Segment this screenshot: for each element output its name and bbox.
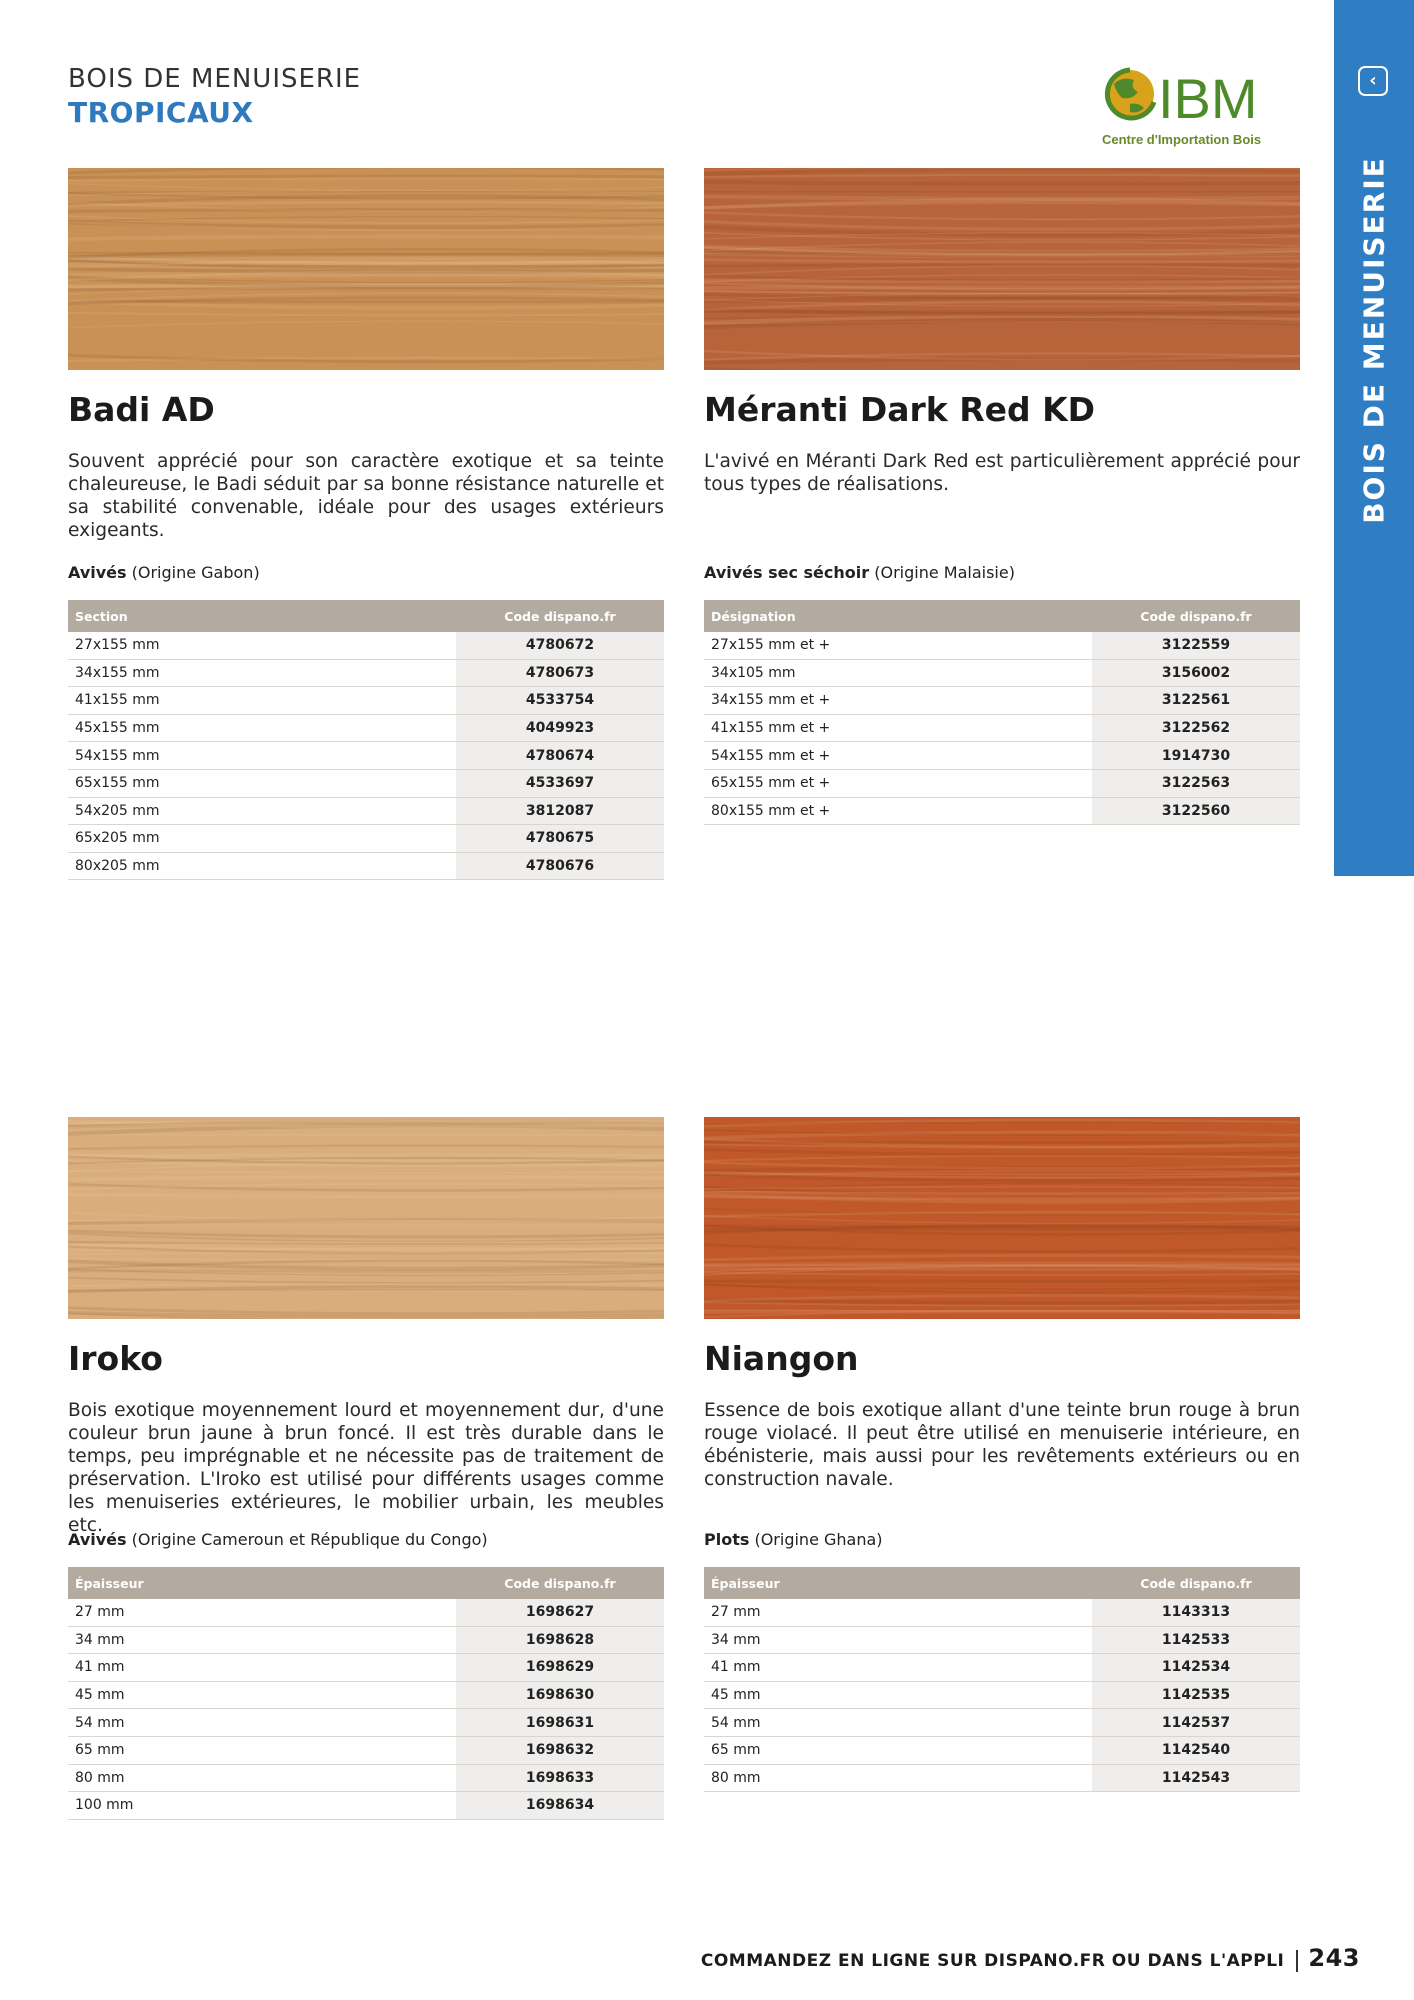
row-code: 3122559 — [1092, 632, 1300, 659]
product-niangon — [704, 1117, 1300, 1792]
row-code: 1698628 — [456, 1626, 664, 1654]
product-title: Niangon — [704, 1339, 859, 1378]
product-badi — [68, 168, 664, 880]
row-dimension: 34 mm — [704, 1626, 1092, 1654]
subhead-type: Avivés sec séchoir — [704, 563, 870, 582]
row-dimension: 65 mm — [704, 1736, 1092, 1764]
table-row — [704, 1681, 1300, 1709]
logo-tagline: Centre d'Importation Bois — [1102, 132, 1262, 147]
row-dimension: 80x155 mm et + — [704, 797, 1092, 825]
product-title: Iroko — [68, 1339, 163, 1378]
col-header-code: Code dispano.fr — [1092, 1567, 1300, 1599]
subhead-type: Avivés — [68, 1530, 127, 1549]
table-row — [68, 1709, 664, 1737]
section-subtitle: TROPICAUX — [68, 96, 254, 129]
subhead-origin: (Origine Cameroun et République du Congo) — [131, 1530, 488, 1549]
row-code: 1142533 — [1092, 1626, 1300, 1654]
section-title: BOIS DE MENUISERIE — [68, 64, 362, 94]
row-code: 1698631 — [456, 1709, 664, 1737]
row-dimension: 80 mm — [704, 1764, 1092, 1792]
row-dimension: 34x105 mm — [704, 659, 1092, 687]
table-row — [68, 1626, 664, 1654]
row-code: 1698630 — [456, 1681, 664, 1709]
row-code: 4780675 — [456, 825, 664, 853]
row-dimension: 41x155 mm — [68, 687, 456, 715]
wood-sample-image — [68, 1117, 664, 1319]
row-code: 1142537 — [1092, 1709, 1300, 1737]
col-header-section: Section — [68, 600, 456, 632]
row-code: 1143313 — [1092, 1599, 1300, 1626]
row-dimension: 54x155 mm et + — [704, 742, 1092, 770]
spec-table — [704, 600, 1300, 825]
row-code: 1698632 — [456, 1736, 664, 1764]
side-tab-title: BOIS DE MENUISERIE — [1357, 156, 1391, 524]
table-row — [704, 632, 1300, 659]
col-header-code: Code dispano.fr — [456, 600, 664, 632]
row-dimension: 65x155 mm et + — [704, 769, 1092, 797]
table-row — [68, 1792, 664, 1820]
col-header-code: Code dispano.fr — [456, 1567, 664, 1599]
col-header-section: Épaisseur — [68, 1567, 456, 1599]
row-code: 3122561 — [1092, 687, 1300, 715]
row-dimension: 80 mm — [68, 1764, 456, 1792]
table-row — [704, 687, 1300, 715]
product-subhead — [68, 1527, 664, 1553]
row-code: 1698633 — [456, 1764, 664, 1792]
row-dimension: 65x205 mm — [68, 825, 456, 853]
table-row — [68, 1654, 664, 1682]
row-code: 3122562 — [1092, 714, 1300, 742]
row-code: 1698627 — [456, 1599, 664, 1626]
subhead-type: Plots — [704, 1530, 750, 1549]
product-description: Essence de bois exotique allant d'une teinte brun rouge à brun rouge violacé. Il peut être utilisé en menuiserie intérieure, en ébénisterie, mais aussi pour les revêtements extérieurs ou en construction navale. — [704, 1400, 1300, 1490]
subhead-origin: (Origine Ghana) — [754, 1530, 883, 1549]
row-dimension: 27 mm — [68, 1599, 456, 1626]
row-dimension: 27x155 mm et + — [704, 632, 1092, 659]
product-iroko — [68, 1117, 664, 1820]
table-row — [68, 1736, 664, 1764]
row-code: 4533697 — [456, 769, 664, 797]
row-code: 1142540 — [1092, 1736, 1300, 1764]
product-description: Souvent apprécié pour son caractère exotique et sa teinte chaleureuse, le Badi séduit par sa bonne résistance naturelle et sa stabilité convenable, idéale pour des usages extérieurs exigeants. — [68, 451, 664, 541]
table-row — [68, 714, 664, 742]
page-number: 243 — [1308, 1944, 1360, 1972]
row-dimension: 34 mm — [68, 1626, 456, 1654]
table-row — [704, 797, 1300, 825]
row-dimension: 45 mm — [704, 1681, 1092, 1709]
spec-table — [704, 1567, 1300, 1792]
row-dimension: 45x155 mm — [68, 714, 456, 742]
row-dimension: 34x155 mm — [68, 659, 456, 687]
side-tab — [1334, 0, 1414, 876]
product-subhead — [704, 560, 1300, 586]
table-row — [68, 632, 664, 659]
table-row — [704, 1736, 1300, 1764]
row-code: 1698634 — [456, 1792, 664, 1820]
table-row — [68, 1681, 664, 1709]
product-subhead — [704, 1527, 1300, 1553]
row-code: 3122560 — [1092, 797, 1300, 825]
row-code: 4780672 — [456, 632, 664, 659]
row-code: 3156002 — [1092, 659, 1300, 687]
row-code: 1142535 — [1092, 1681, 1300, 1709]
row-code: 1142543 — [1092, 1764, 1300, 1792]
footer-divider — [1296, 1950, 1298, 1972]
wood-sample-image — [68, 168, 664, 370]
row-dimension: 54x155 mm — [68, 742, 456, 770]
col-header-code: Code dispano.fr — [1092, 600, 1300, 632]
table-row — [704, 659, 1300, 687]
product-description: Bois exotique moyennement lourd et moyennement dur, d'une couleur brun jaune à brun foncé. Il est très durable dans le temps, peu imprégnable et ne nécessite pas de traitement de préservation. L'Iroko est utilisé pour différents usages comme les menuiseries extérieures, le mobilier urbain, les meubles etc. — [68, 1400, 664, 1536]
row-code: 4780673 — [456, 659, 664, 687]
cibm-logo — [1100, 62, 1290, 152]
table-row — [704, 1654, 1300, 1682]
product-meranti — [704, 168, 1300, 825]
row-code: 3122563 — [1092, 769, 1300, 797]
row-dimension: 41 mm — [68, 1654, 456, 1682]
table-row — [68, 659, 664, 687]
row-code: 4780674 — [456, 742, 664, 770]
table-row — [704, 769, 1300, 797]
row-dimension: 41 mm — [704, 1654, 1092, 1682]
table-row — [68, 742, 664, 770]
row-code: 1698629 — [456, 1654, 664, 1682]
row-dimension: 54x205 mm — [68, 797, 456, 825]
table-row — [68, 687, 664, 715]
row-code: 4049923 — [456, 714, 664, 742]
table-row — [68, 1599, 664, 1626]
table-row — [704, 742, 1300, 770]
row-code: 4533754 — [456, 687, 664, 715]
product-description: L'avivé en Méranti Dark Red est particulièrement apprécié pour tous types de réalisations. — [704, 451, 1300, 495]
row-dimension: 45 mm — [68, 1681, 456, 1709]
table-row — [704, 1764, 1300, 1792]
table-row — [704, 1626, 1300, 1654]
row-dimension: 54 mm — [704, 1709, 1092, 1737]
table-row — [68, 825, 664, 853]
product-title: Méranti Dark Red KD — [704, 390, 1096, 429]
footer-text: COMMANDEZ EN LIGNE SUR DISPANO.FR OU DANS L'APPLI — [700, 1951, 1285, 1971]
table-row — [704, 1599, 1300, 1626]
col-header-section: Épaisseur — [704, 1567, 1092, 1599]
col-header-section: Désignation — [704, 600, 1092, 632]
product-subhead — [68, 560, 664, 586]
row-dimension: 65x155 mm — [68, 769, 456, 797]
product-title: Badi AD — [68, 390, 215, 429]
spec-table — [68, 600, 664, 880]
row-dimension: 80x205 mm — [68, 852, 456, 880]
table-row — [68, 797, 664, 825]
row-dimension: 54 mm — [68, 1709, 456, 1737]
svg-text:IBM: IBM — [1158, 67, 1258, 130]
row-dimension: 27 mm — [704, 1599, 1092, 1626]
subhead-origin: (Origine Gabon) — [131, 563, 260, 582]
table-row — [704, 714, 1300, 742]
table-row — [68, 1764, 664, 1792]
row-dimension: 41x155 mm et + — [704, 714, 1092, 742]
subhead-type: Avivés — [68, 563, 127, 582]
row-dimension: 100 mm — [68, 1792, 456, 1820]
table-row — [68, 852, 664, 880]
row-code: 4780676 — [456, 852, 664, 880]
table-row — [68, 769, 664, 797]
spec-table — [68, 1567, 664, 1820]
row-code: 1142534 — [1092, 1654, 1300, 1682]
row-dimension: 65 mm — [68, 1736, 456, 1764]
row-dimension: 34x155 mm et + — [704, 687, 1092, 715]
row-dimension: 27x155 mm — [68, 632, 456, 659]
table-row — [704, 1709, 1300, 1737]
row-code: 1914730 — [1092, 742, 1300, 770]
wood-sample-image — [704, 1117, 1300, 1319]
back-chevron-icon[interactable]: ‹ — [1358, 66, 1388, 96]
subhead-origin: (Origine Malaisie) — [874, 563, 1015, 582]
row-code: 3812087 — [456, 797, 664, 825]
wood-sample-image — [704, 168, 1300, 370]
footer — [701, 1944, 1360, 1972]
